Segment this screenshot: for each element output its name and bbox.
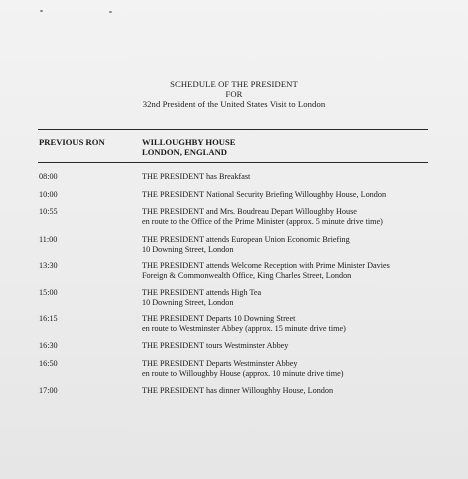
schedule-time: 16:50 [39, 359, 58, 368]
document-title-for: FOR [225, 89, 243, 99]
previous-ron-location [142, 137, 236, 157]
event-detail-line: en route to Willoughby House (approx. 10 minute drive time) [142, 369, 344, 378]
schedule-time: 16:15 [39, 314, 58, 323]
document-header [0, 79, 468, 109]
ron-location-city: LONDON, ENGLAND [142, 147, 227, 157]
schedule-time: 16:30 [39, 341, 58, 350]
ron-location-name: WILLOUGHBY HOUSE [142, 137, 236, 147]
event-line: THE PRESIDENT National Security Briefing Willoughby House, London [142, 190, 387, 199]
event-line: THE PRESIDENT attends Welcome Reception with Prime Minister Davies [142, 261, 390, 270]
event-detail-line: 10 Downing Street, London [142, 245, 234, 254]
event-line: THE PRESIDENT has Breakfast [142, 172, 251, 181]
previous-ron-label: PREVIOUS RON [39, 137, 105, 147]
document-title: SCHEDULE OF THE PRESIDENT [170, 79, 298, 89]
schedule-event [142, 172, 250, 182]
header-divider-top [38, 129, 428, 130]
schedule-event [142, 190, 386, 200]
schedule-event [142, 261, 390, 281]
event-line: THE PRESIDENT Departs Westminster Abbey [142, 359, 298, 368]
event-line: THE PRESIDENT attends European Union Economic Briefing [142, 235, 350, 244]
paper-speck [109, 11, 112, 13]
event-line: THE PRESIDENT has dinner Willoughby House, London [142, 386, 334, 395]
event-line: THE PRESIDENT Departs 10 Downing Street [142, 314, 296, 323]
event-detail-line: en route to Westminster Abbey (approx. 15 minute drive time) [142, 324, 346, 333]
document-subtitle: 32nd President of the United States Visit to London [142, 99, 326, 109]
schedule-time: 08:00 [39, 172, 58, 181]
schedule-event [142, 386, 333, 396]
schedule-event [142, 235, 350, 255]
event-detail-line: 10 Downing Street, London [142, 298, 234, 307]
schedule-time: 13:30 [39, 261, 58, 270]
schedule-time: 10:00 [39, 190, 58, 199]
schedule-event [142, 288, 261, 308]
schedule-time: 17:00 [39, 386, 58, 395]
header-divider-bottom [38, 162, 428, 163]
event-line: THE PRESIDENT attends High Tea [142, 288, 262, 297]
event-line: THE PRESIDENT and Mrs. Boudreau Depart Willoughby House [142, 207, 357, 216]
event-line: THE PRESIDENT tours Westminster Abbey [142, 341, 289, 350]
schedule-event [142, 341, 288, 351]
schedule-event [142, 314, 346, 334]
schedule-time: 10:55 [39, 207, 58, 216]
schedule-event [142, 207, 383, 227]
schedule-time: 15:00 [39, 288, 58, 297]
paper-speck [40, 10, 43, 12]
event-detail-line: Foreign & Commonwealth Office, King Charles Street, London [142, 271, 352, 280]
schedule-time: 11:00 [39, 235, 58, 244]
event-detail-line: en route to the Office of the Prime Minister (approx. 5 minute drive time) [142, 217, 383, 226]
schedule-event [142, 359, 343, 379]
